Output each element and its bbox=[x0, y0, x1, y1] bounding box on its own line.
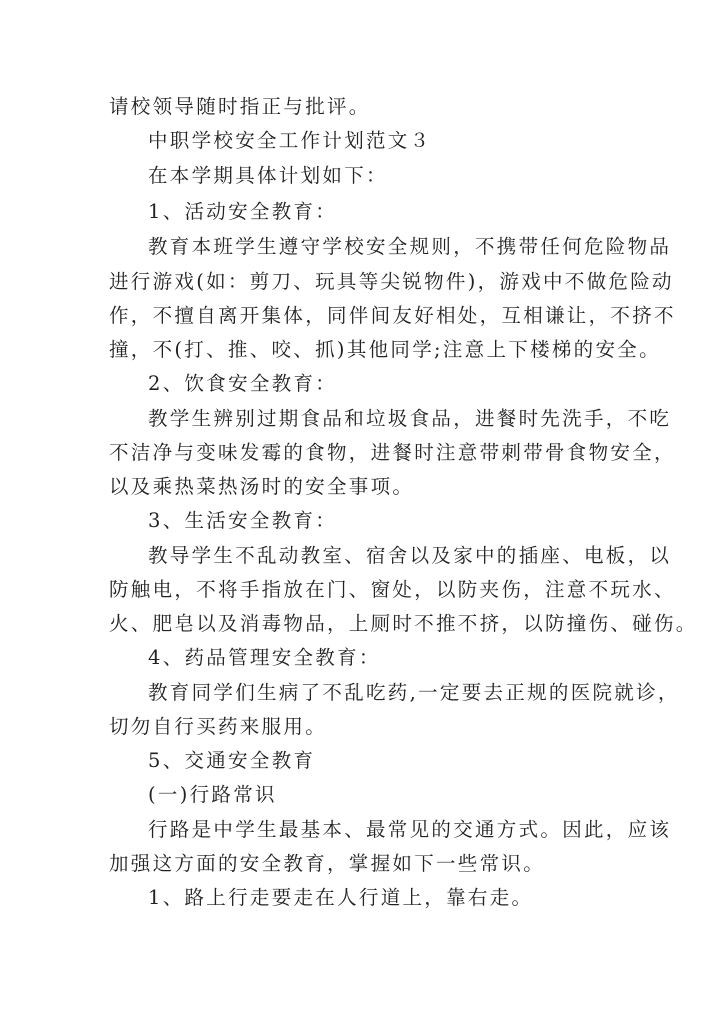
text-line: 不洁净与变味发霉的食物，进餐时注意带刺带骨食物安全， bbox=[109, 441, 676, 464]
heading-medicine-safety: 4、药品管理安全教育： bbox=[148, 646, 381, 669]
text-line: 行路是中学生最基本、最常见的交通方式。因此，应该 bbox=[148, 818, 672, 841]
text-line: 教学生辨别过期食品和垃圾食品，进餐时先洗手，不吃 bbox=[148, 407, 672, 430]
text-line: 撞，不(打、推、咬、抓)其他同学;注意上下楼梯的安全。 bbox=[109, 338, 661, 361]
subheading-walking: (一)行路常识 bbox=[148, 783, 277, 806]
heading-traffic-safety: 5、交通安全教育 bbox=[148, 749, 316, 772]
text-line: 加强这方面的安全教育，掌握如下一些常识。 bbox=[109, 852, 546, 875]
text-line: 在本学期具体计划如下： bbox=[148, 164, 388, 187]
text-line: 教育本班学生遵守学校安全规则，不携带任何危险物品 bbox=[148, 235, 672, 258]
text-line: 教导学生不乱动教室、宿舍以及家中的插座、电板，以 bbox=[148, 544, 672, 567]
heading-food-safety: 2、饮食安全教育： bbox=[148, 372, 338, 395]
text-line: 以及乘热菜热汤时的安全事项。 bbox=[109, 475, 415, 498]
heading-activity-safety: 1、活动安全教育： bbox=[148, 200, 338, 223]
text-line: 作，不擅自离开集体，同伴间友好相处，互相谦让，不挤不 bbox=[109, 304, 676, 327]
text-line: 防触电，不将手指放在门、窗处，以防夹伤，注意不玩水、 bbox=[109, 578, 676, 601]
text-line: 火、肥皂以及消毒物品，上厕时不推不挤，以防撞伤、碰伤。 bbox=[109, 612, 698, 635]
text-line: 教育同学们生病了不乱吃药,一定要去正规的医院就诊， bbox=[148, 681, 680, 704]
heading-life-safety: 3、生活安全教育： bbox=[148, 509, 338, 532]
text-line: 请校领导随时指正与批评。 bbox=[109, 95, 371, 118]
section-title: 中职学校安全工作计划范文３ bbox=[148, 129, 432, 152]
text-line: 进行游戏(如：剪刀、玩具等尖锐物件)，游戏中不做危险动 bbox=[109, 270, 674, 293]
text-line: 切勿自行买药来服用。 bbox=[109, 715, 328, 738]
text-line: 1、路上行走要走在人行道上，靠右走。 bbox=[148, 886, 534, 909]
